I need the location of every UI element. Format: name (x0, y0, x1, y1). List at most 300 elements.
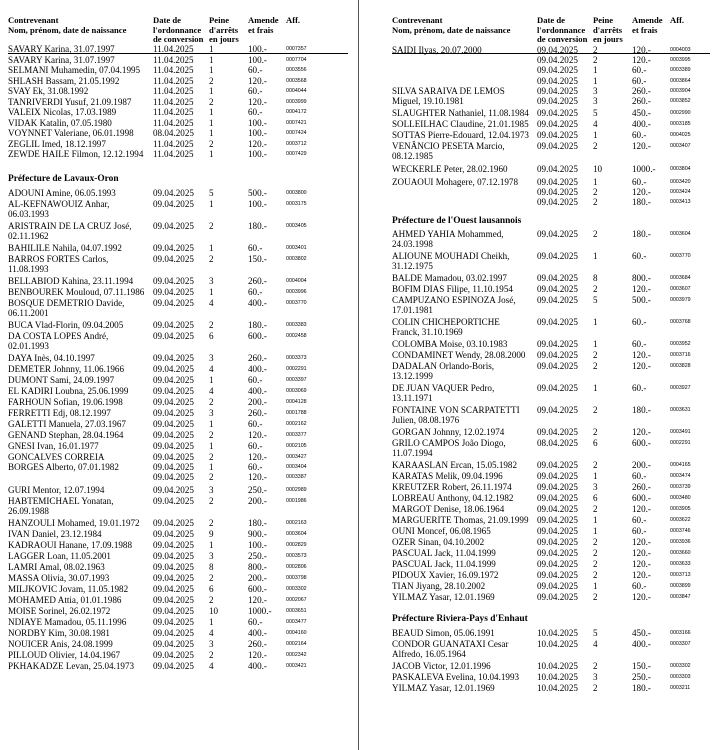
affaire-number-line: 0002291 (670, 440, 691, 446)
affaire-number-line: 0003556 (286, 67, 307, 73)
ordonnance-date-line: 09.04.2025 (537, 187, 578, 198)
affaire-number-line: 0001788 (286, 410, 307, 416)
peine-jours (209, 298, 248, 318)
ordonnance-date-line: 09.04.2025 (153, 529, 194, 539)
affaire-number (286, 139, 348, 149)
peine-jours-line: 2 (209, 75, 214, 86)
amende-frais (248, 188, 286, 198)
affaire-number-line: 0003573 (286, 553, 307, 559)
amende-frais-line: 100.- (248, 128, 267, 138)
ordonnance-date-line: 09.04.2025 (153, 375, 194, 385)
ordonnance-date-line: 09.04.2025 (537, 295, 578, 305)
table-row (392, 683, 710, 693)
peine-jours (593, 493, 632, 503)
ordonnance-date (153, 139, 209, 149)
amende-frais-line: 260.- (248, 276, 267, 286)
contrevenant-name-line: PKHAKADZE Levan, 25.04.1973 (8, 661, 135, 671)
column-divider (358, 0, 359, 750)
affaire-number (670, 350, 710, 360)
amende-frais (248, 595, 286, 605)
amende-frais-line: 150.- (248, 254, 267, 264)
contrevenant-name-line: MARGUERITE Thomas, 21.09.1999 (392, 515, 529, 525)
peine-jours-line: 2 (209, 496, 214, 506)
amende-frais (248, 76, 286, 86)
ordonnance-date (153, 331, 209, 351)
ordonnance-date (153, 149, 209, 159)
peine-jours-line: 3 (593, 672, 598, 682)
peine-jours-line: 1 (209, 419, 214, 429)
contrevenant-name (8, 419, 153, 429)
amende-frais (248, 65, 286, 75)
peine-jours-line: 2 (209, 518, 214, 528)
affaire-number-line: 0003307 (670, 641, 691, 647)
peine-jours (209, 128, 248, 138)
contrevenant-name (392, 628, 537, 638)
contrevenant-name-line: CONDOR GUANATAXI Cesar (392, 639, 509, 649)
affaire-number-line: 0003746 (670, 528, 691, 534)
amende-frais-line: 100.- (248, 540, 267, 550)
peine-jours-line: 2 (209, 96, 214, 107)
affaire-number (286, 441, 348, 451)
table-row (392, 526, 710, 536)
peine-jours (209, 331, 248, 351)
amende-frais (248, 485, 286, 495)
table-row (8, 320, 348, 330)
affaire-number-line: 0003684 (670, 275, 691, 281)
amende-frais (632, 119, 670, 129)
table-row (8, 452, 348, 483)
contrevenant-name (8, 86, 153, 96)
ordonnance-date-line: 09.04.2025 (153, 562, 194, 572)
ordonnance-date-line: 09.04.2025 (537, 229, 578, 239)
amende-frais-line: 120.- (248, 75, 267, 86)
ordonnance-date-line: 09.04.2025 (153, 573, 194, 583)
affaire-number-line: 0002162 (286, 421, 307, 427)
contrevenant-name (392, 361, 537, 381)
affaire-number (286, 320, 348, 330)
table-row (392, 482, 710, 492)
contrevenant-name (392, 672, 537, 682)
affaire-number-line: 0002806 (286, 564, 307, 570)
contrevenant-name (8, 584, 153, 594)
contrevenant-name-line: ARISTRAIN DE LA CRUZ José, (8, 221, 132, 231)
affaire-number (670, 130, 710, 140)
table-row (392, 405, 710, 425)
table-row (392, 339, 710, 349)
ordonnance-date (537, 405, 593, 425)
ordonnance-date-line: 08.04.2025 (153, 128, 194, 138)
amende-frais-line: 120.- (632, 559, 651, 569)
contrevenant-name-line: 08.12.1985 (392, 151, 433, 162)
amende-frais (248, 199, 286, 219)
affaire-number-line: 0003999 (286, 98, 307, 105)
contrevenant-name (8, 639, 153, 649)
affaire-number (286, 540, 348, 550)
contrevenant-name-line: KARATAS Melik, 09.04.1996 (392, 471, 503, 481)
contrevenant-name-line: WECKERLE Peter, 28.02.1960 (392, 164, 508, 174)
ordonnance-date (153, 65, 209, 75)
affaire-number (286, 76, 348, 86)
contrevenant-name-line: MASSA Olivia, 30.07.1993 (8, 573, 110, 583)
amende-frais-line: 150.- (632, 661, 651, 671)
affaire-number (286, 86, 348, 96)
affaire-number-line: 0002291 (286, 366, 307, 372)
peine-jours-line: 1 (209, 243, 214, 253)
table-row (8, 76, 348, 86)
affaire-number (670, 284, 710, 294)
affaire-number (670, 361, 710, 381)
peine-jours-line: 1 (209, 617, 214, 627)
header-amende: Amende et frais (632, 16, 663, 35)
amende-frais-line: 120.- (632, 504, 651, 514)
ordonnance-date-line: 09.04.2025 (153, 298, 194, 308)
affaire-number-line: 0002990 (670, 110, 691, 116)
contrevenant-name (8, 128, 153, 138)
affaire-number-line: 0003477 (286, 619, 307, 625)
contrevenant-name-line: BORGES Alberto, 07.01.1982 (8, 462, 119, 473)
contrevenant-name (8, 199, 153, 219)
amende-frais-line: 200.- (248, 496, 267, 506)
ordonnance-date-line: 09.04.2025 (153, 364, 194, 374)
table-row (8, 441, 348, 451)
peine-jours (209, 55, 248, 65)
affaire-number (286, 529, 348, 539)
table-row (392, 628, 710, 638)
contrevenant-name-line: BENBOUREK Mouloud, 07.11.1986 (8, 287, 145, 297)
ordonnance-date-line: 09.04.2025 (153, 606, 194, 616)
peine-jours (593, 592, 632, 602)
affaire-number (670, 86, 710, 106)
amende-frais (248, 149, 286, 159)
contrevenant-name (392, 438, 537, 458)
contrevenant-name (392, 460, 537, 470)
contrevenant-name-line: OZER Sinan, 04.10.2002 (392, 537, 485, 547)
amende-frais-line: 800.- (248, 562, 267, 572)
amende-frais-line: 120.- (248, 138, 267, 149)
peine-jours-line: 2 (593, 460, 598, 470)
ordonnance-date (537, 661, 593, 671)
peine-jours-line: 2 (209, 221, 214, 231)
ordonnance-date-line: 09.04.2025 (153, 254, 194, 264)
peine-jours (209, 65, 248, 75)
table-row (8, 298, 348, 318)
ordonnance-date (537, 383, 593, 403)
amende-frais-line: 600.- (632, 493, 651, 503)
amende-frais (632, 273, 670, 283)
amende-frais-line: 60.- (632, 581, 647, 591)
ordonnance-date (153, 353, 209, 363)
peine-jours (593, 251, 632, 271)
amende-frais (248, 320, 286, 330)
ordonnance-date (537, 628, 593, 638)
ordonnance-date-line: 09.04.2025 (537, 493, 578, 503)
peine-jours (209, 606, 248, 616)
peine-jours-line: 10 (593, 164, 603, 174)
ordonnance-date-line: 09.04.2025 (153, 628, 194, 638)
affaire-number (670, 427, 710, 437)
contrevenant-name-line: SLAUGHTER Nathaniel, 11.08.1984 (392, 108, 529, 118)
table-row (392, 592, 710, 602)
affaire-number-line: 0003420 (670, 179, 691, 185)
table-row (8, 118, 348, 128)
amende-frais (248, 386, 286, 396)
ordonnance-date-line: 09.04.2025 (537, 515, 578, 525)
peine-jours (593, 661, 632, 671)
contrevenant-name-line: FERRETTI Edj, 08.12.1997 (8, 408, 111, 418)
affaire-number-line: 0007429 (286, 151, 307, 157)
amende-frais (248, 584, 286, 594)
amende-frais-line: 800.- (632, 273, 651, 283)
ordonnance-date-line: 09.04.2025 (537, 86, 578, 96)
peine-jours (209, 397, 248, 407)
table-row (8, 364, 348, 374)
affaire-number (670, 460, 710, 470)
peine-jours (593, 482, 632, 492)
ordonnance-date (153, 540, 209, 550)
affaire-number-line: 0003622 (670, 517, 691, 523)
table-row (8, 397, 348, 407)
affaire-number-line: 0003302 (286, 586, 307, 592)
amende-frais-line: 60.- (248, 243, 263, 253)
amende-frais (248, 375, 286, 385)
table-row (392, 284, 710, 294)
table-row (8, 221, 348, 241)
table-row (392, 493, 710, 503)
peine-jours (209, 287, 248, 297)
peine-jours-line: 2 (209, 320, 214, 330)
peine-jours (593, 515, 632, 525)
ordonnance-date (153, 562, 209, 572)
affaire-number-line: 0003397 (286, 377, 307, 383)
affaire-number-line: 0003798 (286, 575, 307, 581)
ordonnance-date-line: 09.04.2025 (537, 339, 578, 349)
ordonnance-date (153, 364, 209, 374)
peine-jours-line: 5 (593, 295, 598, 305)
peine-jours-line: 3 (209, 353, 214, 363)
amende-frais-line: 60.- (632, 317, 647, 327)
peine-jours (593, 273, 632, 283)
ordonnance-date-line: 09.04.2025 (153, 452, 194, 462)
peine-jours-line: 2 (593, 284, 598, 294)
affaire-number-line: 0003405 (286, 223, 307, 229)
peine-jours-line: 2 (593, 141, 598, 151)
header-name: Contrevenant Nom, prénom, date de naissance (8, 16, 127, 35)
contrevenant-name-line: GONCALVES CORREIA (8, 452, 105, 462)
ordonnance-date (537, 559, 593, 569)
ordonnance-date (153, 243, 209, 253)
contrevenant-name-line: BARROS FORTES Carlos, (8, 254, 109, 264)
amende-frais (632, 383, 670, 403)
peine-jours (209, 107, 248, 117)
amende-frais-line: 60.- (632, 75, 647, 86)
amende-frais-line: 400.- (248, 661, 267, 671)
ordonnance-date (537, 570, 593, 580)
affaire-number (670, 559, 710, 569)
table-row (392, 460, 710, 470)
contrevenant-name (392, 164, 537, 174)
contrevenant-name-line: KADRAOUI Hanane, 17.09.1988 (8, 540, 133, 550)
peine-jours-line: 2 (593, 592, 598, 602)
amende-frais (632, 471, 670, 481)
table-row (8, 107, 348, 117)
ordonnance-date-line: 11.04.2025 (153, 117, 194, 128)
contrevenant-name (8, 540, 153, 550)
affaire-number (286, 562, 348, 572)
amende-frais-line: 120.- (632, 592, 651, 602)
contrevenant-name-line: YILMAZ Yasar, 12.01.1969 (392, 592, 495, 602)
affaire-number-line: 0003633 (670, 561, 691, 567)
affaire-number (286, 419, 348, 429)
amende-frais-line: 60.- (248, 617, 263, 627)
peine-jours (209, 221, 248, 241)
amende-frais-line: 260.- (632, 96, 651, 107)
peine-jours (209, 661, 248, 671)
ordonnance-date (537, 672, 593, 682)
contrevenant-name-line: SHLASH Bassam, 21.05.1992 (8, 75, 120, 86)
affaire-number-line: 0003660 (670, 550, 691, 556)
amende-frais-line: 600.- (632, 438, 651, 448)
ordonnance-date-line: 09.04.2025 (537, 592, 578, 602)
contrevenant-name (8, 606, 153, 616)
amende-frais-line: 60.- (632, 383, 647, 393)
ordonnance-date (153, 188, 209, 198)
ordonnance-date-line: 09.04.2025 (153, 188, 194, 198)
affaire-number-line: 0004004 (286, 278, 307, 284)
peine-jours (209, 573, 248, 583)
ordonnance-date-line: 09.04.2025 (537, 570, 578, 580)
ordonnance-date-line: 09.04.2025 (537, 427, 578, 437)
contrevenant-name (8, 55, 153, 65)
table-row (8, 55, 348, 65)
affaire-number-line: 0003847 (670, 594, 691, 600)
amende-frais-line: 400.- (248, 364, 267, 374)
contrevenant-name-line: VALEIX Nicolas, 17.03.1989 (8, 107, 117, 117)
header-peine: Peine d'arrêts en jours (209, 16, 239, 45)
amende-frais-line: 60.- (632, 339, 647, 349)
affaire-number (670, 639, 710, 659)
contrevenant-name-line: DEMETER Johnny, 11.06.1966 (8, 364, 125, 374)
contrevenant-name (392, 683, 537, 693)
affaire-number (286, 254, 348, 274)
amende-frais (248, 276, 286, 286)
affaire-number-line: 0003802 (286, 256, 307, 262)
amende-frais-line: 1000.- (632, 164, 656, 174)
amende-frais (632, 581, 670, 591)
contrevenant-name-line: DE JUAN VAQUER Pedro, (392, 383, 495, 393)
affaire-number (286, 331, 348, 351)
amende-frais-line: 400.- (632, 119, 651, 129)
amende-frais-line: 1000.- (248, 606, 272, 616)
ordonnance-date-line: 09.04.2025 (153, 441, 194, 451)
contrevenant-name (392, 108, 537, 118)
table-row (8, 276, 348, 286)
amende-frais-line: 60.- (248, 441, 263, 451)
table-row (8, 65, 348, 75)
ordonnance-date (153, 320, 209, 330)
contrevenant-name (8, 353, 153, 363)
amende-frais (632, 548, 670, 558)
ordonnance-date-line: 09.04.2025 (537, 96, 578, 107)
amende-frais-line: 60.- (632, 251, 647, 261)
peine-jours-line: 4 (209, 364, 214, 374)
amende-frais-line: 120.- (248, 430, 267, 440)
table-row (8, 149, 348, 159)
peine-jours-line: 1 (593, 383, 598, 393)
affaire-number-line: 0003424 (670, 189, 691, 196)
ordonnance-date-line: 09.04.2025 (153, 287, 194, 297)
peine-jours-line: 1 (593, 75, 598, 86)
amende-frais-line: 120.- (632, 361, 651, 371)
amende-frais-line: 180.- (632, 683, 651, 693)
amende-frais (248, 55, 286, 65)
amende-frais-line: 200.- (248, 397, 267, 407)
amende-frais (248, 661, 286, 671)
affaire-number (286, 188, 348, 198)
amende-frais-line: 260.- (632, 482, 651, 492)
peine-jours-line: 5 (593, 108, 598, 118)
affaire-number-line: 0003383 (286, 322, 307, 328)
peine-jours-line: 3 (209, 485, 214, 495)
amende-frais (248, 529, 286, 539)
amende-frais-line: 260.- (248, 639, 267, 649)
ordonnance-date-line: 09.04.2025 (153, 551, 194, 561)
contrevenant-name-line: LAGGER Loan, 11.05.2001 (8, 551, 111, 561)
amende-frais (248, 573, 286, 583)
contrevenant-name (392, 482, 537, 492)
peine-jours (209, 595, 248, 605)
peine-jours-line: 2 (593, 537, 598, 547)
ordonnance-date (537, 86, 593, 106)
peine-jours-line: 2 (593, 548, 598, 558)
amende-frais (632, 537, 670, 547)
peine-jours (209, 562, 248, 572)
peine-jours-line: 5 (593, 628, 598, 638)
amende-frais-line: 120.- (248, 96, 267, 107)
amende-frais (632, 108, 670, 118)
affaire-number (670, 504, 710, 514)
table-row (8, 386, 348, 396)
ordonnance-date (537, 45, 593, 86)
peine-jours-line: 4 (593, 119, 598, 129)
contrevenant-name (392, 559, 537, 569)
contrevenant-name (392, 317, 537, 337)
contrevenant-name-line: AL-KEFNAWOUIZ Anhar, (8, 198, 110, 209)
affaire-number (670, 339, 710, 349)
contrevenant-name-line: 11.07.1994 (392, 448, 433, 459)
ordonnance-date (153, 44, 209, 54)
affaire-number-line: 0002163 (286, 520, 307, 526)
contrevenant-name-line: ALIOUNE MOUHADI Cheikh, (392, 251, 510, 261)
amende-frais-line: 250.- (248, 551, 267, 561)
amende-frais-line: 100.- (248, 44, 267, 54)
contrevenant-name (392, 383, 537, 403)
contrevenant-name (392, 119, 537, 129)
peine-jours (593, 177, 632, 208)
peine-jours (593, 295, 632, 315)
contrevenant-name-line: PASKALEVA Evelina, 10.04.1993 (392, 672, 520, 682)
contrevenant-name (8, 397, 153, 407)
peine-jours (593, 548, 632, 558)
affaire-number-line: 0003387 (286, 474, 307, 481)
peine-jours (593, 639, 632, 659)
contrevenant-name-line: JACOB Victor, 12.01.1996 (392, 661, 491, 671)
contrevenant-name (8, 364, 153, 374)
contrevenant-name-line: LAMRI Amal, 08.02.1963 (8, 562, 105, 572)
contrevenant-name (392, 548, 537, 558)
affaire-number-line: 0003770 (286, 300, 307, 306)
contrevenant-name-line: AHMED YAHIA Mohammed, (392, 229, 504, 239)
contrevenant-name-line: GORGAN Johnny, 12.02.1974 (392, 427, 505, 437)
